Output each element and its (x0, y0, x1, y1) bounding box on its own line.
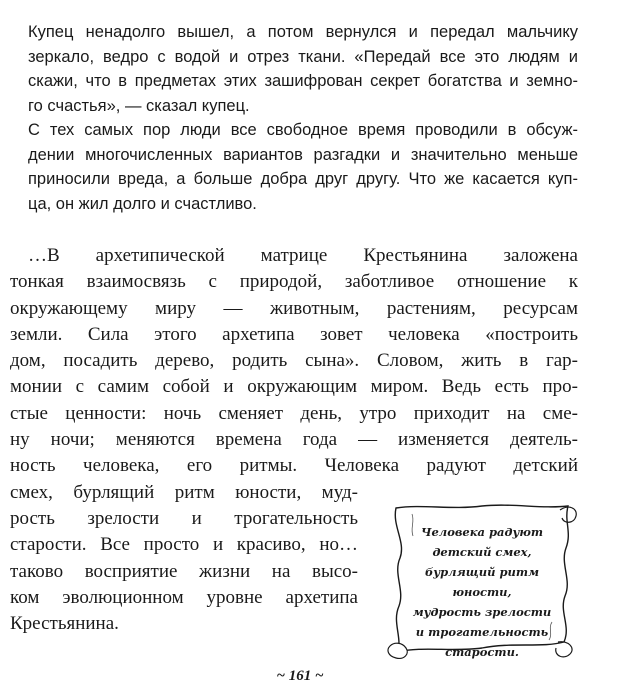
text-line: Крестьянина. (10, 613, 119, 635)
text-line: …В архетипической матрице Крестьянина заложена (28, 245, 578, 266)
text-line: дении многочисленных вариантов разгадки и значительно меньше (28, 145, 578, 164)
quote-line: детский смех, (432, 545, 532, 559)
text-line: ца, он жил долго и счастливо. (28, 194, 257, 213)
text-line: таково восприятие жизни на высо- (10, 560, 358, 582)
story-text (10, 20, 578, 216)
text-line: С тех самых пор люди все свободное время проводили в обсуж- (28, 121, 578, 139)
text-line: ну ночи; меняются времена года — изменяется деятель- (10, 429, 578, 451)
text-line: старости. Все просто и красиво, но… (10, 534, 358, 556)
text-line: стые ценности: ночь сменяет день, утро приходит на сме- (10, 402, 578, 424)
page-number: ~ 161 ~ (276, 668, 324, 684)
paragraph-1 (10, 20, 578, 118)
text-line: смех, бурлящий ритм юности, муд- (10, 481, 358, 503)
quote-line: бурлящий ритм юности, (424, 565, 540, 599)
text-line: ком эволюционном уровне архетипа (10, 586, 358, 608)
text-line: земли. Сила этого архетипа зовет человека «построить (10, 323, 578, 345)
text-line: зеркало, ведро с водой и отрез ткани. «Передай все это людям и (28, 47, 578, 66)
paragraph-2 (10, 118, 578, 216)
text-line: го счастья», — сказал купец. (28, 96, 250, 115)
text-line: тонкая взаимосвязь с природой, заботливое отношение к (10, 271, 578, 293)
scroll-quote (382, 502, 580, 662)
text-line: ность человека, его ритмы. Человека радуют детский (10, 455, 578, 477)
scroll-quote-text (408, 522, 556, 662)
text-line: Купец ненадолго вышел, а потом вернулся и передал мальчику (28, 23, 578, 41)
text-line: окружающему миру — животным, растениям, ресурсам (10, 297, 578, 319)
text-line: скажи, что в предметах этих зашифрован секрет богатства и земно- (28, 72, 578, 90)
text-line: приносили вреда, а больше добра друг другу. Что же касается куп- (28, 170, 578, 188)
quote-line: Человека радуют (420, 525, 544, 539)
quote-line: старости. (445, 645, 519, 659)
text-line: монии с самим собой и окружающим миром. Ведь есть про- (10, 376, 578, 398)
quote-line: и трогательность (415, 625, 549, 639)
text-line: дом, посадить дерево, родить сына». Словом, жить в гар- (10, 350, 578, 372)
text-line: рость зрелости и трогательность (10, 507, 358, 529)
quote-line: мудрость зрелости (412, 605, 552, 619)
